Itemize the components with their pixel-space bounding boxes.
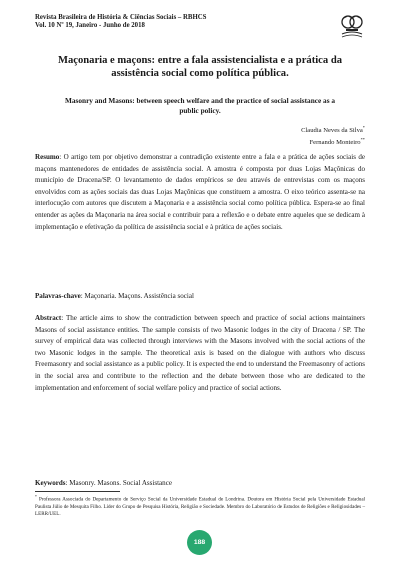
keywords-text: : Masonry. Masons. Social Assistance	[65, 479, 172, 487]
journal-header	[35, 14, 335, 31]
author-2	[301, 136, 365, 148]
author-1	[301, 124, 365, 136]
authors	[301, 124, 365, 148]
author-1-mark: *	[362, 125, 365, 130]
abstract-paragraph	[35, 313, 365, 394]
journal-logo-icon	[338, 14, 366, 40]
footnote-divider	[35, 491, 120, 492]
page-number-badge: 188	[187, 530, 212, 555]
resumo-label: Resumo	[35, 153, 60, 161]
author-2-mark: **	[360, 136, 365, 142]
footnote	[35, 494, 365, 518]
abstract-text: : The article aims to show the contradiction between speech and practice of social actions maintainers Masons of social assistance entities. The sample consists of two Masonic lodges in the city of Dracena / SP. The survey of empirical data was collected through interviews with the Masons involved with the social actions of the two Masonic lodges in the sample. The theoretical axis is based on the dialogue with authors who discuss Freemasonry and social assistance as a public policy. It is expected the end to understand the Freemasonry of actions in the social area and contribute to the reflection and the debate between those who are dedicated to the implementation and enforcement of social welfare policy and practice of social actions.	[35, 314, 365, 392]
palavras-chave-label: Palavras-chave	[35, 292, 81, 300]
journal-volume: Vol. 10 Nº 19, Janeiro - Junho de 2018	[35, 22, 145, 30]
keywords-label: Keywords	[35, 479, 66, 487]
journal-name: Revista Brasileira de História & Ciências Sociais – RBHCS	[35, 14, 207, 21]
author-1-name: Claudia Neves da Silva	[301, 127, 363, 135]
resumo-text: : O artigo tem por objetivo demonstrar a contradição existente entre a fala e a prática de ações sociais de maçons mantenedores de entidades de assistência social. A amostra é composta por duas Lojas Maçônicas do município de Dracena/SP. O levantamento de dados empíricos se deu através de entrevistas com os maçons envolvidos com as ações sociais das duas Lojas Maçônicas que constituem a amostra. O eixo teórico assenta-se na interlocução com autores que discutem a Maçonaria e a assistência social como política pública. Espera-se ao final entender as ações da Maçonaria na área social e contribuir para a reflexão e o debate entre aqueles que se dedicam à implementação e efetivação da política de assistência social e à prática de ações sociais.	[35, 153, 365, 231]
footnote-text: Professora Associada do Departamento de Serviço Social da Universidade Estadual de Londrina. Doutora em História Social pela Universidade Estadual Paulista Júlio de Mesquita Filho. Líder do Grupo de Pesquisa História, Religião e Sociedade. Membro do Laboratório de Estudos de Religiões e Religiosidades – LERR/UEL.	[35, 496, 365, 517]
palavras-chave-paragraph	[35, 291, 365, 303]
keywords-paragraph	[35, 478, 365, 490]
english-title: Masonry and Masons: between speech welfare and the practice of social assistance as a public policy.	[64, 96, 336, 115]
footnote-mark: *	[35, 495, 37, 499]
abstract-label: Abstract	[35, 314, 62, 322]
palavras-chave-text: : Maçonaria. Maçons. Assistência social	[80, 292, 194, 300]
article-title: Maçonaria e maçons: entre a fala assistencialista e a prática da assistência social como política pública.	[57, 55, 343, 79]
author-2-name: Fernando Monteiro	[309, 139, 361, 147]
resumo-paragraph	[35, 152, 365, 233]
